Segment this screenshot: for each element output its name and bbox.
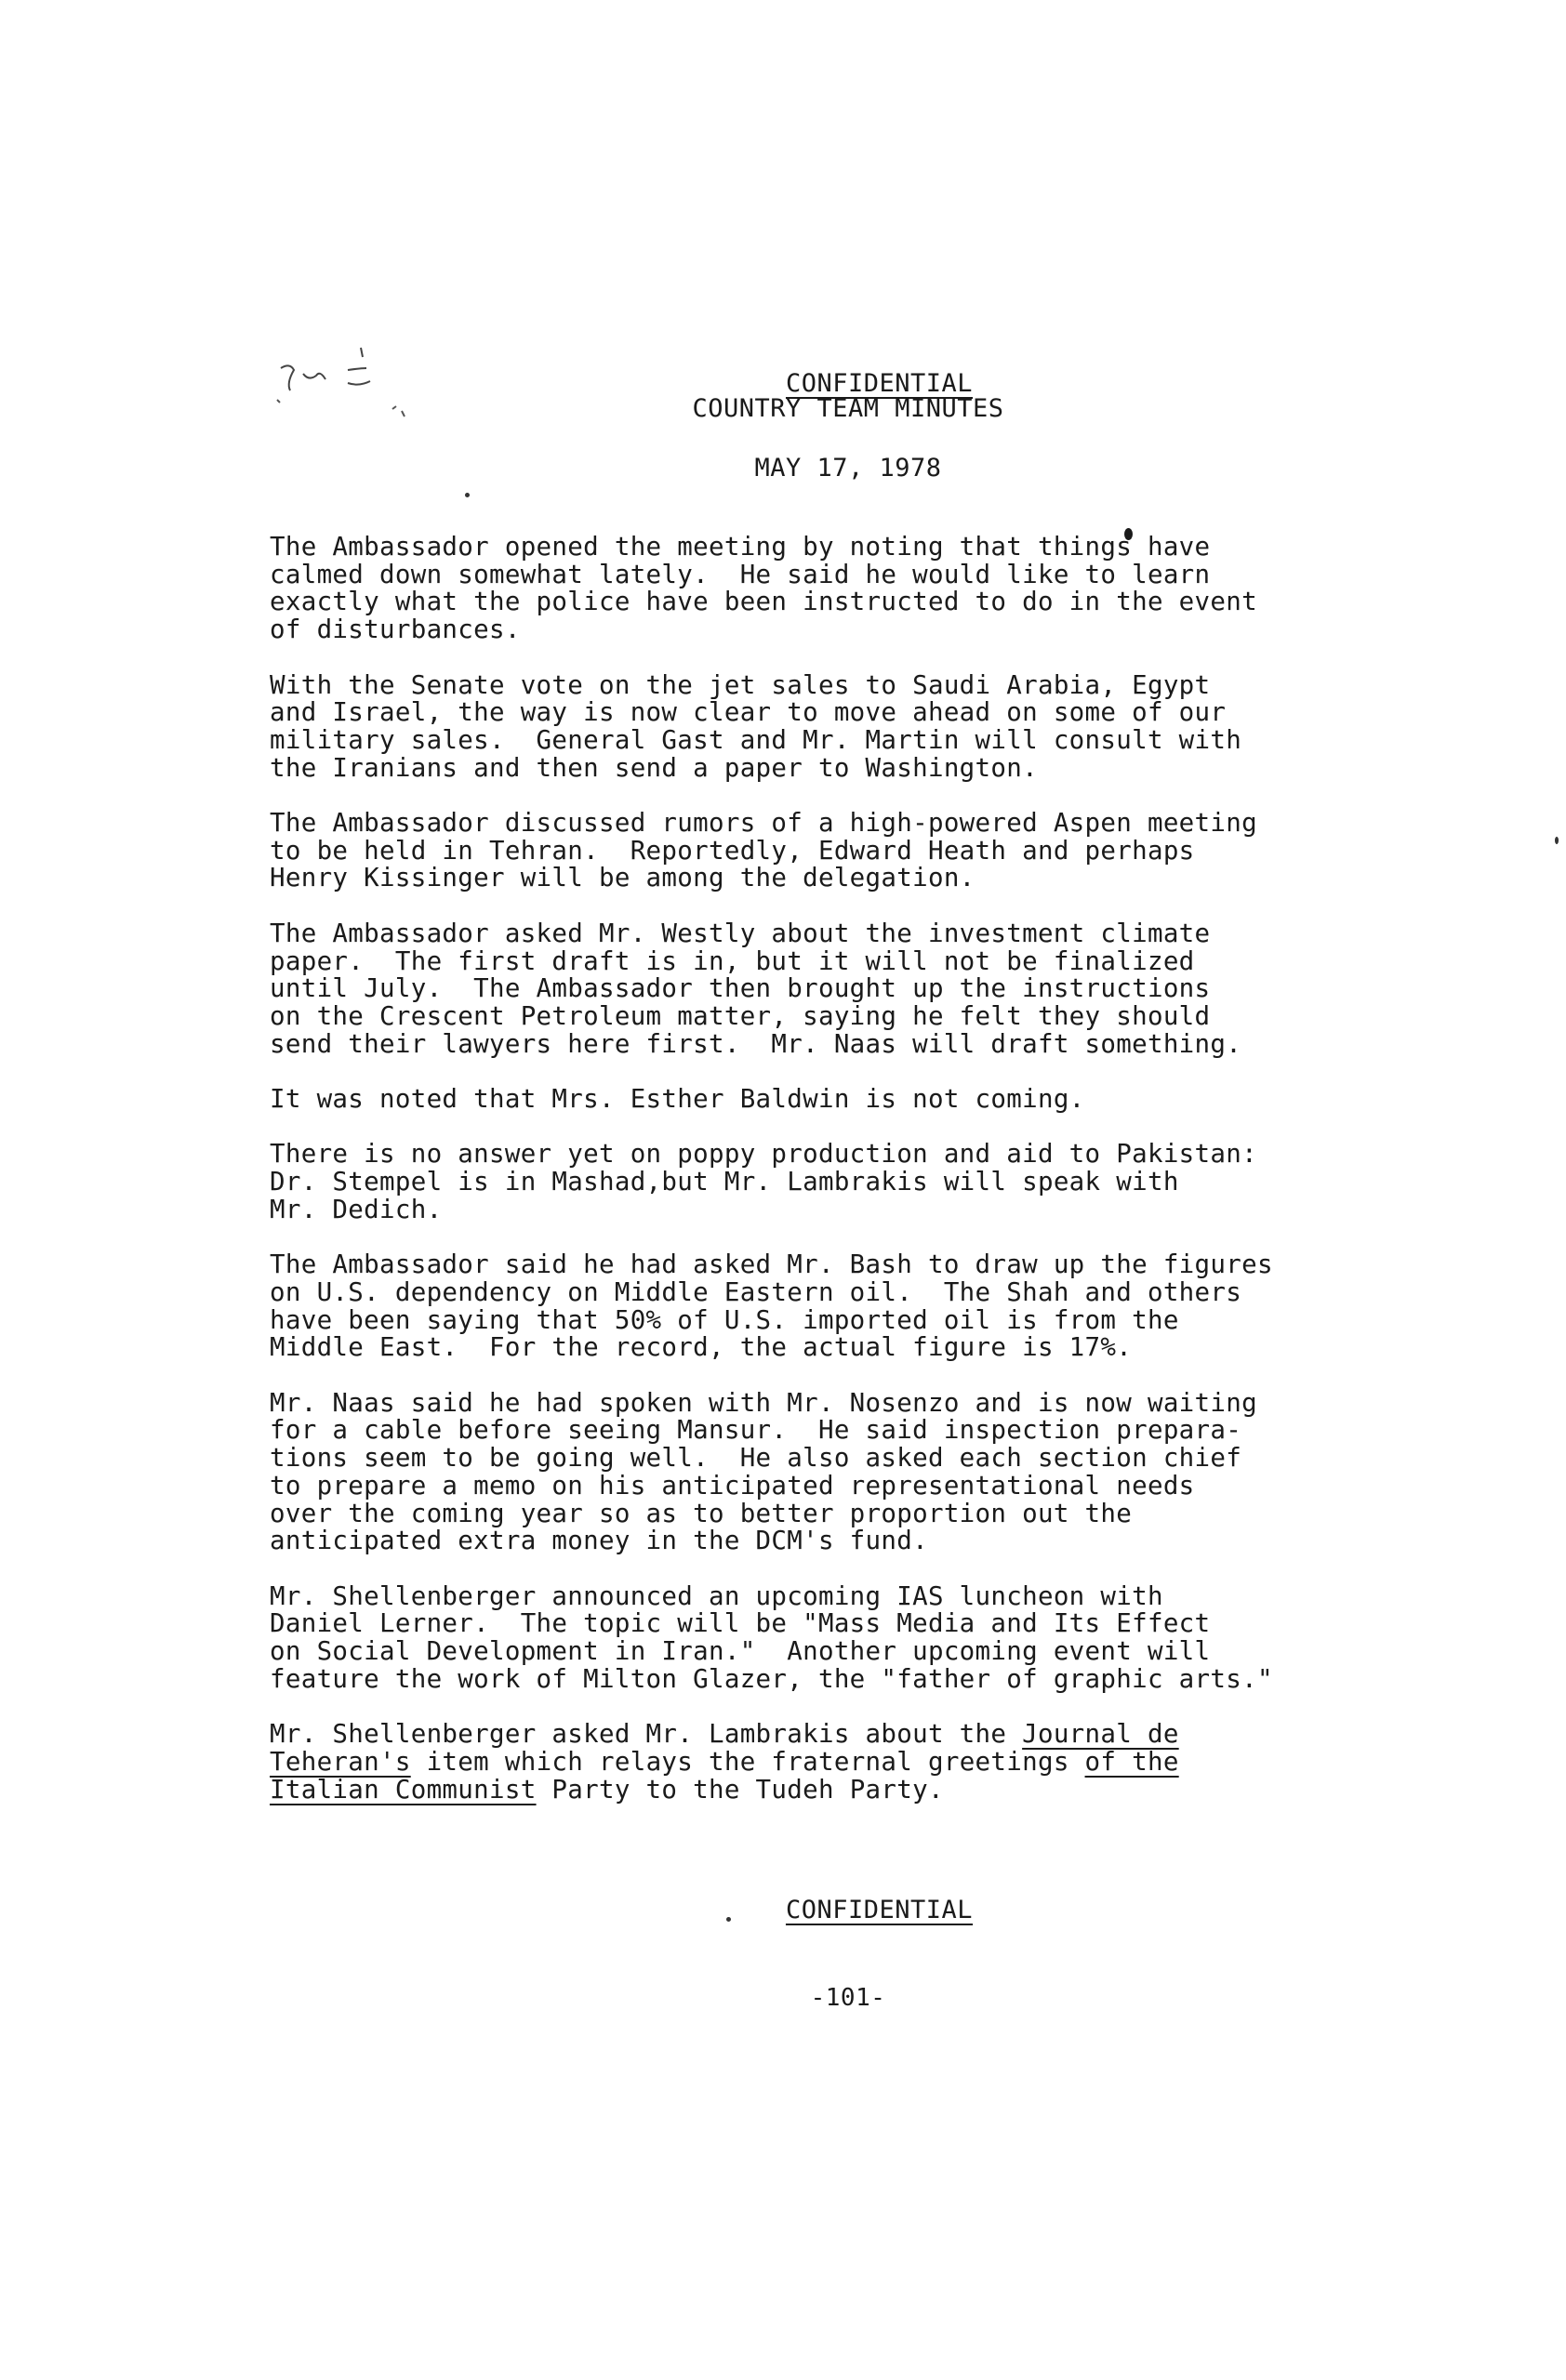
page-number: -101-	[810, 1984, 886, 2012]
paragraph-2: With the Senate vote on the jet sales to Saudi Arabia, Egypt and Israel, the way is now clear to move ahead on some of our military sales. General Gast and Mr. Martin will consult with the Iranians and then send a paper to Washington.	[270, 669, 1242, 783]
paragraph-3: The Ambassador discussed rumors of a high-powered Aspen meeting to be held in Tehran. Reportedly, Edward Heath and perhaps Henry Kissinger will be among the delegation.	[270, 808, 1257, 893]
paragraph-1: The Ambassador opened the meeting by noting that things have calmed down somewhat lately. He said he would like to learn exactly what the police have been instructed to do in the event of disturbances.	[270, 532, 1257, 645]
underlined-party-name: Italian Communist	[270, 1774, 537, 1805]
document-date: MAY 17, 1978	[754, 454, 942, 483]
top-classification: CONFIDENTIAL	[785, 369, 974, 398]
paragraph-4: The Ambassador asked Mr. Westly about the investment climate paper. The first draft is in, but it will not be finalized until July. The Ambassador then brought up the instructions on the Crescent Petroleum matter, saying he felt they should send their lawyers here first. Mr. Naas will draft something.	[270, 918, 1242, 1059]
ink-speck	[465, 493, 470, 497]
paragraph-9: Mr. Shellenberger announced an upcoming IAS luncheon with Daniel Lerner. The topic will be "Mass Media and Its Effect on Social Development in Iran." Another upcoming event will feature the work of Milton Glazer, the "father of graphic arts."	[270, 1580, 1273, 1694]
bottom-classification: CONFIDENTIAL	[785, 1896, 974, 1924]
underlined-journal-title: Journal de	[1022, 1719, 1179, 1750]
paragraph-8: Mr. Naas said he had spoken with Mr. Nosenzo and is now waiting for a cable before seeing Mansur. He said inspection prepara- tions seem to be going well. He also asked each section chief to prepare a memo on his anticipated representational needs over the coming year so as to better proportion out the anticipated extra money in the DCM's fund.	[270, 1387, 1257, 1556]
paragraph-10: Mr. Shellenberger asked Mr. Lambrakis about the Journal de Teheran's item which relays the fraternal greetings of the Italian Communist Party to the Tudeh Party.	[270, 1719, 1179, 1805]
document-title: COUNTRY TEAM MINUTES	[692, 394, 1004, 423]
paragraph-7: The Ambassador said he had asked Mr. Bash to draw up the figures on U.S. dependency on Middle Eastern oil. The Shah and others have been saying that 50% of U.S. imported oil is from the Middle East. For the record, the actual figure is 17%.	[270, 1250, 1273, 1363]
ink-speck	[726, 1917, 731, 1922]
paragraph-5: It was noted that Mrs. Esther Baldwin is not coming.	[270, 1084, 1085, 1114]
minutes-body	[270, 534, 1348, 1831]
ink-speck	[1555, 837, 1559, 844]
paragraph-6: There is no answer yet on poppy production and aid to Pakistan: Dr. Stempel is in Mashad,but Mr. Lambrakis will speak with Mr. Dedich.	[270, 1139, 1257, 1224]
